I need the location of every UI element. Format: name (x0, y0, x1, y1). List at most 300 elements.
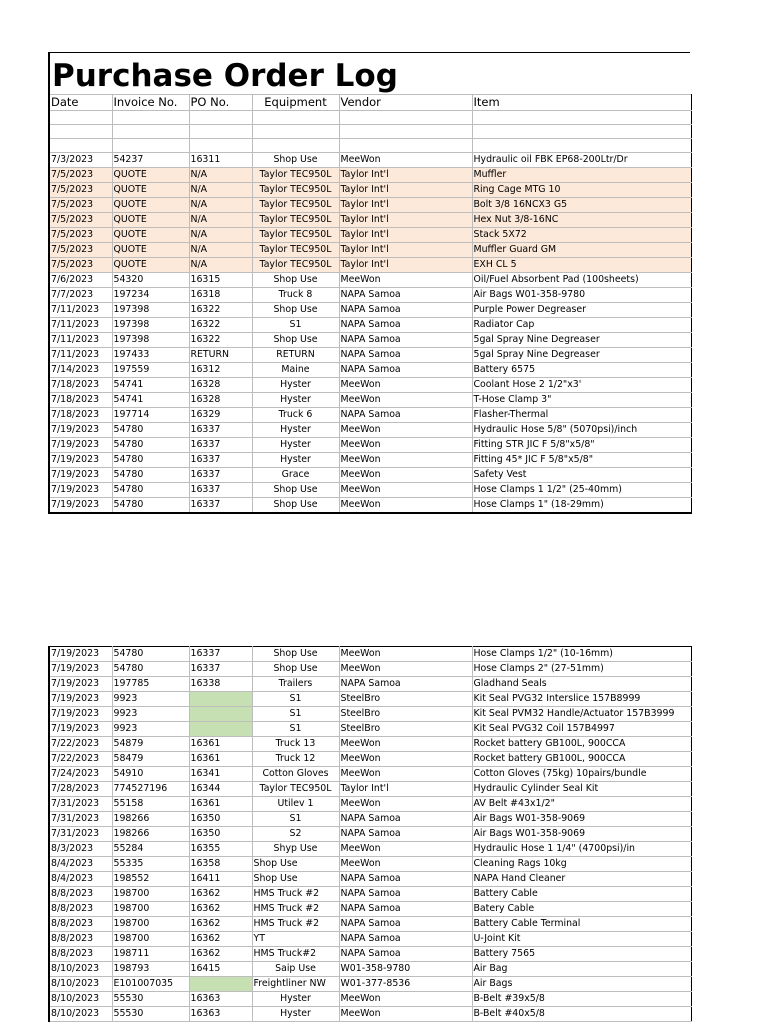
column-header-date[interactable]: Date (49, 95, 112, 111)
invoice-cell[interactable]: 54780 (112, 468, 189, 483)
vendor-cell[interactable]: SteelBro (339, 707, 472, 722)
date-cell[interactable]: 8/8/2023 (49, 902, 112, 917)
item-cell[interactable]: Kit Seal PVG32 Interslice 157B8999 (472, 692, 691, 707)
equipment-cell[interactable]: Hyster (252, 453, 339, 468)
equipment-cell[interactable]: Taylor TEC950L (252, 782, 339, 797)
po-cell[interactable] (189, 139, 252, 153)
invoice-cell[interactable]: 54780 (112, 662, 189, 677)
po-cell[interactable]: N/A (189, 228, 252, 243)
invoice-cell[interactable]: QUOTE (112, 243, 189, 258)
item-cell[interactable]: Batery Cable (472, 902, 691, 917)
invoice-cell[interactable]: 197559 (112, 363, 189, 378)
po-cell[interactable]: N/A (189, 213, 252, 228)
vendor-cell[interactable]: MeeWon (339, 797, 472, 812)
item-cell[interactable]: Muffler Guard GM (472, 243, 691, 258)
invoice-cell[interactable]: 54780 (112, 647, 189, 662)
equipment-cell[interactable] (252, 111, 339, 125)
date-cell[interactable]: 8/4/2023 (49, 872, 112, 887)
item-cell[interactable]: Ring Cage MTG 10 (472, 183, 691, 198)
item-cell[interactable]: Radiator Cap (472, 318, 691, 333)
date-cell[interactable]: 7/11/2023 (49, 333, 112, 348)
item-cell[interactable]: Flasher-Thermal (472, 408, 691, 423)
date-cell[interactable]: 7/18/2023 (49, 393, 112, 408)
date-cell[interactable]: 7/19/2023 (49, 722, 112, 737)
po-cell[interactable] (189, 125, 252, 139)
invoice-cell[interactable]: QUOTE (112, 228, 189, 243)
item-cell[interactable]: Gladhand Seals (472, 677, 691, 692)
po-cell[interactable]: 16362 (189, 947, 252, 962)
po-cell[interactable]: 16337 (189, 453, 252, 468)
vendor-cell[interactable]: NAPA Samoa (339, 288, 472, 303)
item-cell[interactable]: Coolant Hose 2 1/2"x3' (472, 378, 691, 393)
vendor-cell[interactable]: Taylor Int'l (339, 213, 472, 228)
vendor-cell[interactable]: MeeWon (339, 737, 472, 752)
date-cell[interactable]: 7/24/2023 (49, 767, 112, 782)
po-cell[interactable]: 16350 (189, 812, 252, 827)
item-cell[interactable]: Battery 7565 (472, 947, 691, 962)
vendor-cell[interactable]: W01-377-8536 (339, 977, 472, 992)
invoice-cell[interactable]: E101007035 (112, 977, 189, 992)
item-cell[interactable]: Hydraulic oil FBK EP68-200Ltr/Dr (472, 153, 691, 168)
item-cell[interactable]: Fitting STR JIC F 5/8"x5/8" (472, 438, 691, 453)
po-cell[interactable]: 16362 (189, 902, 252, 917)
vendor-cell[interactable]: NAPA Samoa (339, 872, 472, 887)
item-cell[interactable]: Fitting 45* JIC F 5/8"x5/8" (472, 453, 691, 468)
item-cell[interactable]: NAPA Hand Cleaner (472, 872, 691, 887)
vendor-cell[interactable]: NAPA Samoa (339, 318, 472, 333)
item-cell[interactable]: Air Bags (472, 977, 691, 992)
invoice-cell[interactable]: 54780 (112, 498, 189, 514)
equipment-cell[interactable]: S2 (252, 827, 339, 842)
equipment-cell[interactable]: Utilev 1 (252, 797, 339, 812)
equipment-cell[interactable]: Truck 12 (252, 752, 339, 767)
equipment-cell[interactable]: HMS Truck #2 (252, 887, 339, 902)
po-cell[interactable]: 16337 (189, 647, 252, 662)
vendor-cell[interactable]: MeeWon (339, 273, 472, 288)
equipment-cell[interactable]: RETURN (252, 348, 339, 363)
vendor-cell[interactable]: NAPA Samoa (339, 348, 472, 363)
po-cell[interactable]: 16350 (189, 827, 252, 842)
invoice-cell[interactable]: 197398 (112, 333, 189, 348)
vendor-cell[interactable]: MeeWon (339, 1007, 472, 1022)
date-cell[interactable]: 8/10/2023 (49, 962, 112, 977)
equipment-cell[interactable]: YT (252, 932, 339, 947)
po-cell[interactable]: 16328 (189, 393, 252, 408)
invoice-cell[interactable]: 9923 (112, 692, 189, 707)
date-cell[interactable]: 7/5/2023 (49, 198, 112, 213)
vendor-cell[interactable]: MeeWon (339, 153, 472, 168)
equipment-cell[interactable]: Taylor TEC950L (252, 243, 339, 258)
po-cell[interactable]: 16341 (189, 767, 252, 782)
po-cell[interactable]: 16337 (189, 438, 252, 453)
date-cell[interactable] (49, 111, 112, 125)
vendor-cell[interactable]: MeeWon (339, 647, 472, 662)
invoice-cell[interactable]: 58479 (112, 752, 189, 767)
item-cell[interactable]: Hydraulic Hose 5/8" (5070psi)/inch (472, 423, 691, 438)
invoice-cell[interactable]: 55158 (112, 797, 189, 812)
equipment-cell[interactable]: Shop Use (252, 303, 339, 318)
vendor-cell[interactable]: MeeWon (339, 662, 472, 677)
po-cell[interactable]: 16328 (189, 378, 252, 393)
invoice-cell[interactable]: 54780 (112, 453, 189, 468)
equipment-cell[interactable]: Shyp Use (252, 842, 339, 857)
date-cell[interactable]: 7/5/2023 (49, 168, 112, 183)
po-cell[interactable]: 16363 (189, 1007, 252, 1022)
vendor-cell[interactable]: Taylor Int'l (339, 168, 472, 183)
item-cell[interactable]: Cotton Gloves (75kg) 10pairs/bundle (472, 767, 691, 782)
item-cell[interactable]: Stack 5X72 (472, 228, 691, 243)
invoice-cell[interactable]: 9923 (112, 707, 189, 722)
vendor-cell[interactable]: NAPA Samoa (339, 408, 472, 423)
invoice-cell[interactable]: 198700 (112, 902, 189, 917)
po-cell[interactable]: 16362 (189, 887, 252, 902)
item-cell[interactable]: B-Belt #40x5/8 (472, 1007, 691, 1022)
vendor-cell[interactable]: NAPA Samoa (339, 827, 472, 842)
date-cell[interactable]: 7/6/2023 (49, 273, 112, 288)
item-cell[interactable]: Oil/Fuel Absorbent Pad (100sheets) (472, 273, 691, 288)
equipment-cell[interactable]: Cotton Gloves (252, 767, 339, 782)
equipment-cell[interactable] (252, 139, 339, 153)
equipment-cell[interactable]: Hyster (252, 393, 339, 408)
equipment-cell[interactable]: Taylor TEC950L (252, 258, 339, 273)
invoice-cell[interactable]: 198700 (112, 887, 189, 902)
equipment-cell[interactable]: Taylor TEC950L (252, 168, 339, 183)
item-cell[interactable]: Battery Cable Terminal (472, 917, 691, 932)
po-cell[interactable]: 16337 (189, 662, 252, 677)
vendor-cell[interactable]: SteelBro (339, 692, 472, 707)
vendor-cell[interactable]: Taylor Int'l (339, 198, 472, 213)
item-cell[interactable]: Hydraulic Cylinder Seal Kit (472, 782, 691, 797)
po-cell[interactable]: 16358 (189, 857, 252, 872)
invoice-cell[interactable]: 198700 (112, 932, 189, 947)
invoice-cell[interactable]: 55284 (112, 842, 189, 857)
date-cell[interactable]: 7/19/2023 (49, 498, 112, 514)
invoice-cell[interactable]: 54780 (112, 438, 189, 453)
date-cell[interactable]: 7/5/2023 (49, 243, 112, 258)
vendor-cell[interactable]: NAPA Samoa (339, 887, 472, 902)
po-cell[interactable]: 16337 (189, 483, 252, 498)
po-cell[interactable]: N/A (189, 183, 252, 198)
item-cell[interactable]: T-Hose Clamp 3" (472, 393, 691, 408)
vendor-cell[interactable]: MeeWon (339, 498, 472, 514)
item-cell[interactable]: Hydraulic Hose 1 1/4" (4700psi)/in (472, 842, 691, 857)
date-cell[interactable]: 7/19/2023 (49, 438, 112, 453)
equipment-cell[interactable]: Shop Use (252, 872, 339, 887)
item-cell[interactable]: Hose Clamps 1/2" (10-16mm) (472, 647, 691, 662)
vendor-cell[interactable]: Taylor Int'l (339, 243, 472, 258)
equipment-cell[interactable]: Shop Use (252, 483, 339, 498)
date-cell[interactable]: 8/10/2023 (49, 992, 112, 1007)
po-cell[interactable]: 16318 (189, 288, 252, 303)
po-cell[interactable] (189, 707, 252, 722)
equipment-cell[interactable]: Hyster (252, 1007, 339, 1022)
date-cell[interactable]: 7/18/2023 (49, 408, 112, 423)
item-cell[interactable]: Kit Seal PVG32 Coil 157B4997 (472, 722, 691, 737)
po-cell[interactable]: 16329 (189, 408, 252, 423)
item-cell[interactable]: Battery Cable (472, 887, 691, 902)
equipment-cell[interactable]: S1 (252, 707, 339, 722)
item-cell[interactable]: Rocket battery GB100L, 900CCA (472, 737, 691, 752)
column-header-equipment[interactable]: Equipment (252, 95, 339, 111)
equipment-cell[interactable]: Shop Use (252, 153, 339, 168)
equipment-cell[interactable]: Hyster (252, 378, 339, 393)
item-cell[interactable]: Cleaning Rags 10kg (472, 857, 691, 872)
po-cell[interactable] (189, 722, 252, 737)
po-cell[interactable]: 16322 (189, 303, 252, 318)
date-cell[interactable]: 7/18/2023 (49, 378, 112, 393)
date-cell[interactable]: 7/5/2023 (49, 228, 112, 243)
equipment-cell[interactable]: HMS Truck #2 (252, 902, 339, 917)
invoice-cell[interactable]: 54237 (112, 153, 189, 168)
date-cell[interactable]: 7/19/2023 (49, 483, 112, 498)
equipment-cell[interactable]: Shop Use (252, 647, 339, 662)
invoice-cell[interactable]: QUOTE (112, 213, 189, 228)
vendor-cell[interactable]: NAPA Samoa (339, 917, 472, 932)
equipment-cell[interactable]: HMS Truck #2 (252, 917, 339, 932)
invoice-cell[interactable]: 54879 (112, 737, 189, 752)
po-cell[interactable]: N/A (189, 168, 252, 183)
date-cell[interactable]: 7/22/2023 (49, 737, 112, 752)
invoice-cell[interactable]: 198793 (112, 962, 189, 977)
equipment-cell[interactable]: Saip Use (252, 962, 339, 977)
equipment-cell[interactable]: S1 (252, 812, 339, 827)
equipment-cell[interactable]: Taylor TEC950L (252, 183, 339, 198)
vendor-cell[interactable]: MeeWon (339, 752, 472, 767)
vendor-cell[interactable]: Taylor Int'l (339, 183, 472, 198)
vendor-cell[interactable]: Taylor Int'l (339, 228, 472, 243)
po-cell[interactable]: 16361 (189, 737, 252, 752)
invoice-cell[interactable]: 197714 (112, 408, 189, 423)
item-cell[interactable]: Hex Nut 3/8-16NC (472, 213, 691, 228)
item-cell[interactable]: Kit Seal PVM32 Handle/Actuator 157B3999 (472, 707, 691, 722)
date-cell[interactable]: 7/19/2023 (49, 453, 112, 468)
po-cell[interactable]: 16337 (189, 423, 252, 438)
po-cell[interactable] (189, 977, 252, 992)
date-cell[interactable]: 7/11/2023 (49, 303, 112, 318)
date-cell[interactable]: 8/3/2023 (49, 842, 112, 857)
date-cell[interactable]: 7/11/2023 (49, 318, 112, 333)
po-cell[interactable]: 16415 (189, 962, 252, 977)
date-cell[interactable]: 7/14/2023 (49, 363, 112, 378)
date-cell[interactable]: 8/8/2023 (49, 917, 112, 932)
equipment-cell[interactable]: Shop Use (252, 333, 339, 348)
date-cell[interactable]: 8/8/2023 (49, 932, 112, 947)
date-cell[interactable] (49, 139, 112, 153)
item-cell[interactable] (472, 139, 691, 153)
invoice-cell[interactable]: 54910 (112, 767, 189, 782)
vendor-cell[interactable]: MeeWon (339, 842, 472, 857)
vendor-cell[interactable]: NAPA Samoa (339, 812, 472, 827)
date-cell[interactable]: 7/5/2023 (49, 258, 112, 273)
vendor-cell[interactable] (339, 111, 472, 125)
invoice-cell[interactable]: 54780 (112, 483, 189, 498)
vendor-cell[interactable]: MeeWon (339, 378, 472, 393)
invoice-cell[interactable] (112, 139, 189, 153)
vendor-cell[interactable]: NAPA Samoa (339, 947, 472, 962)
po-cell[interactable]: 16362 (189, 932, 252, 947)
date-cell[interactable]: 7/5/2023 (49, 213, 112, 228)
vendor-cell[interactable]: MeeWon (339, 857, 472, 872)
date-cell[interactable]: 7/19/2023 (49, 647, 112, 662)
po-cell[interactable]: 16322 (189, 318, 252, 333)
invoice-cell[interactable]: 54320 (112, 273, 189, 288)
po-cell[interactable] (189, 692, 252, 707)
item-cell[interactable]: AV Belt #43x1/2" (472, 797, 691, 812)
column-header-invoice[interactable]: Invoice No. (112, 95, 189, 111)
date-cell[interactable] (49, 125, 112, 139)
item-cell[interactable]: Hose Clamps 2" (27-51mm) (472, 662, 691, 677)
vendor-cell[interactable]: MeeWon (339, 468, 472, 483)
invoice-cell[interactable]: 198700 (112, 917, 189, 932)
equipment-cell[interactable]: Trailers (252, 677, 339, 692)
item-cell[interactable]: Battery 6575 (472, 363, 691, 378)
equipment-cell[interactable]: Hyster (252, 423, 339, 438)
po-cell[interactable]: 16338 (189, 677, 252, 692)
item-cell[interactable]: B-Belt #39x5/8 (472, 992, 691, 1007)
date-cell[interactable]: 7/28/2023 (49, 782, 112, 797)
po-cell[interactable]: 16337 (189, 498, 252, 514)
invoice-cell[interactable]: 198552 (112, 872, 189, 887)
equipment-cell[interactable]: S1 (252, 692, 339, 707)
equipment-cell[interactable]: Shop Use (252, 273, 339, 288)
invoice-cell[interactable]: QUOTE (112, 183, 189, 198)
equipment-cell[interactable]: S1 (252, 722, 339, 737)
item-cell[interactable] (472, 111, 691, 125)
date-cell[interactable]: 7/31/2023 (49, 812, 112, 827)
date-cell[interactable]: 8/4/2023 (49, 857, 112, 872)
item-cell[interactable]: Air Bags W01-358-9780 (472, 288, 691, 303)
invoice-cell[interactable]: 197398 (112, 318, 189, 333)
date-cell[interactable]: 7/22/2023 (49, 752, 112, 767)
invoice-cell[interactable]: 774527196 (112, 782, 189, 797)
equipment-cell[interactable]: Grace (252, 468, 339, 483)
invoice-cell[interactable]: QUOTE (112, 258, 189, 273)
item-cell[interactable]: Hose Clamps 1 1/2" (25-40mm) (472, 483, 691, 498)
vendor-cell[interactable]: Taylor Int'l (339, 782, 472, 797)
invoice-cell[interactable] (112, 125, 189, 139)
vendor-cell[interactable]: Taylor Int'l (339, 258, 472, 273)
po-cell[interactable]: 16337 (189, 468, 252, 483)
date-cell[interactable]: 7/31/2023 (49, 827, 112, 842)
invoice-cell[interactable]: 197234 (112, 288, 189, 303)
date-cell[interactable]: 7/19/2023 (49, 677, 112, 692)
invoice-cell[interactable]: 55335 (112, 857, 189, 872)
invoice-cell[interactable]: 54780 (112, 423, 189, 438)
vendor-cell[interactable]: MeeWon (339, 992, 472, 1007)
vendor-cell[interactable]: MeeWon (339, 453, 472, 468)
date-cell[interactable]: 8/10/2023 (49, 1007, 112, 1022)
column-header-po[interactable]: PO No. (189, 95, 252, 111)
column-header-item[interactable]: Item (472, 95, 691, 111)
vendor-cell[interactable]: NAPA Samoa (339, 333, 472, 348)
item-cell[interactable] (472, 125, 691, 139)
date-cell[interactable]: 7/31/2023 (49, 797, 112, 812)
vendor-cell[interactable]: MeeWon (339, 483, 472, 498)
po-cell[interactable]: 16361 (189, 752, 252, 767)
vendor-cell[interactable]: W01-358-9780 (339, 962, 472, 977)
item-cell[interactable]: Rocket battery GB100L, 900CCA (472, 752, 691, 767)
item-cell[interactable]: Purple Power Degreaser (472, 303, 691, 318)
po-cell[interactable]: 16411 (189, 872, 252, 887)
date-cell[interactable]: 8/8/2023 (49, 947, 112, 962)
invoice-cell[interactable]: 54741 (112, 378, 189, 393)
invoice-cell[interactable]: 198266 (112, 812, 189, 827)
equipment-cell[interactable]: Taylor TEC950L (252, 198, 339, 213)
vendor-cell[interactable]: NAPA Samoa (339, 902, 472, 917)
item-cell[interactable]: 5gal Spray Nine Degreaser (472, 333, 691, 348)
date-cell[interactable]: 7/11/2023 (49, 348, 112, 363)
po-cell[interactable]: N/A (189, 258, 252, 273)
po-cell[interactable]: N/A (189, 198, 252, 213)
po-cell[interactable]: 16361 (189, 797, 252, 812)
invoice-cell[interactable]: 197785 (112, 677, 189, 692)
po-cell[interactable]: RETURN (189, 348, 252, 363)
equipment-cell[interactable]: HMS Truck#2 (252, 947, 339, 962)
date-cell[interactable]: 7/7/2023 (49, 288, 112, 303)
vendor-cell[interactable]: MeeWon (339, 423, 472, 438)
vendor-cell[interactable]: NAPA Samoa (339, 303, 472, 318)
po-cell[interactable]: 16363 (189, 992, 252, 1007)
date-cell[interactable]: 7/19/2023 (49, 692, 112, 707)
equipment-cell[interactable]: Truck 13 (252, 737, 339, 752)
equipment-cell[interactable]: Hyster (252, 992, 339, 1007)
date-cell[interactable]: 8/8/2023 (49, 887, 112, 902)
equipment-cell[interactable]: Taylor TEC950L (252, 213, 339, 228)
po-cell[interactable]: 16315 (189, 273, 252, 288)
invoice-cell[interactable]: 198711 (112, 947, 189, 962)
vendor-cell[interactable]: NAPA Samoa (339, 932, 472, 947)
item-cell[interactable]: EXH CL 5 (472, 258, 691, 273)
item-cell[interactable]: 5gal Spray Nine Degreaser (472, 348, 691, 363)
equipment-cell[interactable]: Truck 6 (252, 408, 339, 423)
vendor-cell[interactable] (339, 125, 472, 139)
vendor-cell[interactable] (339, 139, 472, 153)
equipment-cell[interactable]: Shop Use (252, 498, 339, 514)
invoice-cell[interactable]: 197398 (112, 303, 189, 318)
invoice-cell[interactable]: QUOTE (112, 198, 189, 213)
po-cell[interactable]: 16344 (189, 782, 252, 797)
po-cell[interactable]: 16312 (189, 363, 252, 378)
item-cell[interactable]: Air Bags W01-358-9069 (472, 812, 691, 827)
equipment-cell[interactable]: Shop Use (252, 857, 339, 872)
po-cell[interactable]: N/A (189, 243, 252, 258)
vendor-cell[interactable]: NAPA Samoa (339, 363, 472, 378)
item-cell[interactable]: U-Joint Kit (472, 932, 691, 947)
equipment-cell[interactable]: Hyster (252, 438, 339, 453)
date-cell[interactable]: 7/19/2023 (49, 423, 112, 438)
vendor-cell[interactable]: MeeWon (339, 438, 472, 453)
po-cell[interactable]: 16311 (189, 153, 252, 168)
invoice-cell[interactable]: 54741 (112, 393, 189, 408)
date-cell[interactable]: 7/3/2023 (49, 153, 112, 168)
invoice-cell[interactable]: 198266 (112, 827, 189, 842)
invoice-cell[interactable]: 55530 (112, 1007, 189, 1022)
item-cell[interactable]: Safety Vest (472, 468, 691, 483)
equipment-cell[interactable]: S1 (252, 318, 339, 333)
equipment-cell[interactable]: Shop Use (252, 662, 339, 677)
invoice-cell[interactable]: 9923 (112, 722, 189, 737)
po-cell[interactable] (189, 111, 252, 125)
equipment-cell[interactable]: Maine (252, 363, 339, 378)
po-cell[interactable]: 16322 (189, 333, 252, 348)
equipment-cell[interactable]: Truck 8 (252, 288, 339, 303)
po-cell[interactable]: 16362 (189, 917, 252, 932)
date-cell[interactable]: 7/19/2023 (49, 662, 112, 677)
invoice-cell[interactable] (112, 111, 189, 125)
equipment-cell[interactable]: Taylor TEC950L (252, 228, 339, 243)
date-cell[interactable]: 8/10/2023 (49, 977, 112, 992)
vendor-cell[interactable]: NAPA Samoa (339, 677, 472, 692)
